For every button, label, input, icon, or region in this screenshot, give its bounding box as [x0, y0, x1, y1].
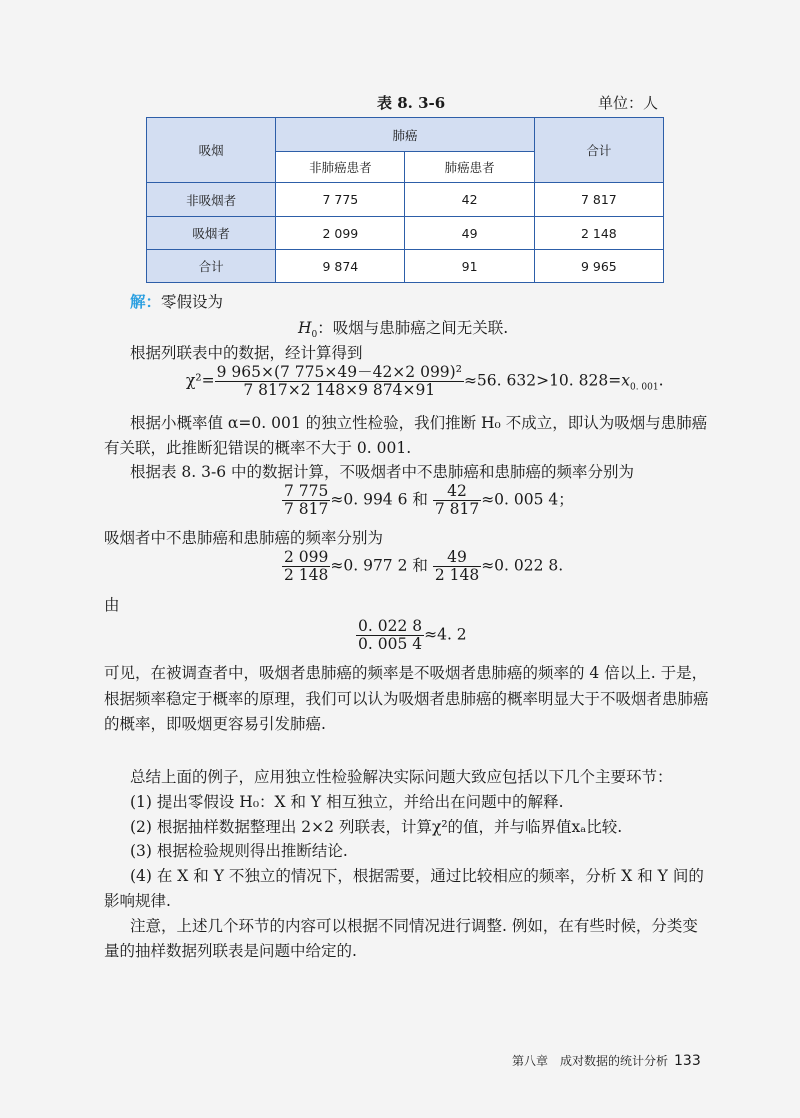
solution-label: 解：: [130, 292, 162, 311]
row-label: 合计: [147, 250, 276, 283]
paragraph-line: 根据小概率值 α=0. 001 的独立性检验，我们推断 H₀ 不成立，即认为吸烟与患肺癌: [130, 414, 708, 432]
frequency-smoker: $\frac{2 099}{2 148}$ ≈0. 977 2 和 $\frac{49}{2 148}$ ≈0. 022 8.: [284, 548, 564, 584]
header-lung-cancer: 肺癌: [276, 118, 535, 152]
cell: 49: [405, 217, 534, 250]
paragraph-line: 的概率，即吸烟更容易引发肺癌.: [104, 715, 326, 733]
solution-intro: 解：零假设为: [130, 292, 224, 311]
paragraph-line: 可见，在被调查者中，吸烟者患肺癌的频率是不吸烟者患肺癌的频率的 4 倍以上. 于是，: [104, 664, 708, 682]
row-label: 非吸烟者: [147, 183, 276, 217]
note-line: 量的抽样数据列联表是问题中给定的.: [104, 942, 357, 960]
summary-intro: 总结上面的例子，应用独立性检验解决实际问题大致应包括以下几个主要环节：: [130, 768, 673, 786]
header-total: 合计: [534, 118, 663, 183]
paragraph-line: 根据表 8. 3-6 中的数据计算，不吸烟者中不患肺癌和患肺癌的频率分别为: [130, 463, 635, 481]
table-row: [147, 217, 664, 250]
header-smoking: 吸烟: [147, 118, 276, 183]
paragraph-line: 吸烟者中不患肺癌和患肺癌的频率分别为: [104, 529, 384, 547]
cell: 2 148: [534, 217, 663, 250]
cell: 7 775: [276, 183, 405, 217]
chapter-title: 第八章 成对数据的统计分析: [512, 1054, 669, 1068]
row-label: 吸烟者: [147, 217, 276, 250]
table-row: [147, 250, 664, 283]
note-line: 注意，上述几个环节的内容可以根据不同情况进行调整. 例如，在有些时候，分类变: [130, 917, 698, 935]
paragraph-line: 由: [104, 596, 120, 614]
cell: 7 817: [534, 183, 663, 217]
contingency-table: [146, 117, 664, 283]
paragraph-line: 有关联，此推断犯错误的概率不大于 0. 001.: [104, 439, 412, 457]
chi-square-formula: χ²= $\frac{\text{9 965×(7 775×49－42×2 099)²}}{7 817\times 2 148\times 9 874\times 91}$ ≈56. 632>10. $828=x_{0. 001}$.: [186, 363, 664, 399]
cell: 9 965: [534, 250, 663, 283]
table-caption: 表 8. 3-6: [377, 94, 446, 112]
header-non-patient: 非肺癌患者: [276, 152, 405, 183]
summary-step: (1) 提出零假设 H₀：X 和 Y 相互独立，并给出在问题中的解释.: [130, 793, 564, 811]
page-footer: [512, 1052, 701, 1069]
cell: 42: [405, 183, 534, 217]
cell: 2 099: [276, 217, 405, 250]
cell: 91: [405, 250, 534, 283]
ratio-formula: $\frac{0. 022 8}{0. 005 4}$ ≈4. 2: [358, 617, 467, 653]
calc-intro: 根据列联表中的数据，经计算得到: [130, 344, 363, 362]
frequency-nonsmoker: $\frac{7 775}{7 817}$ ≈0. 994 6 和 $\frac{42}{7 817}$ ≈0. 005 4；: [284, 482, 574, 518]
null-hypothesis: $H_0$：吸烟与患肺癌之间无关联.: [298, 319, 509, 341]
cell: 9 874: [276, 250, 405, 283]
summary-step: (3) 根据检验规则得出推断结论.: [130, 842, 348, 860]
summary-step: 影响规律.: [104, 892, 171, 910]
header-patient: 肺癌患者: [405, 152, 534, 183]
summary-step: (2) 根据抽样数据整理出 2×2 列联表，计算χ²的值，并与临界值xₐ比较.: [130, 818, 623, 836]
table-unit: 单位：人: [598, 94, 659, 112]
paragraph-line: 根据频率稳定于概率的原理，我们可以认为吸烟者患肺癌的概率明显大于不吸烟者患肺癌: [104, 690, 709, 708]
summary-step: (4) 在 X 和 Y 不独立的情况下，根据需要，通过比较相应的频率，分析 X 和 Y 间的: [130, 867, 704, 885]
page-number: 133: [674, 1053, 701, 1069]
table-row: [147, 183, 664, 217]
